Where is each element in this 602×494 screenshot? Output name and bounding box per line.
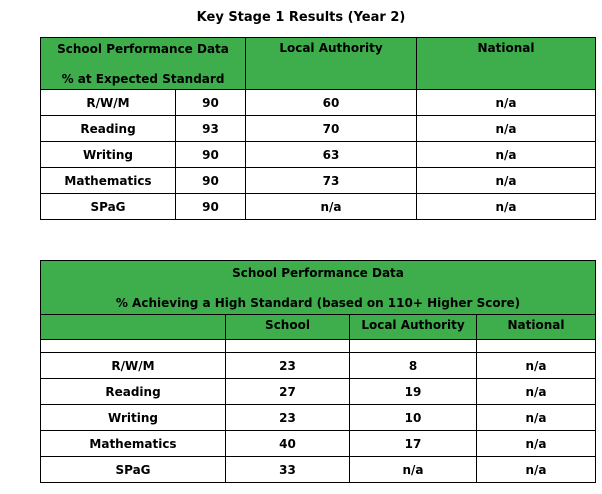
local-authority-value-cell: n/a [350, 457, 477, 483]
spacer-cell [226, 340, 350, 353]
school-performance-header [41, 38, 246, 90]
school-value-cell: 40 [226, 431, 350, 457]
empty-header-cell [41, 315, 226, 340]
national-column-header: National [477, 315, 596, 340]
school-value-cell: 23 [226, 353, 350, 379]
table-header-row [41, 38, 596, 90]
spacer-row [41, 340, 596, 353]
national-value-cell: n/a [477, 457, 596, 483]
local-authority-value-cell: 8 [350, 353, 477, 379]
subject-cell: SPaG [41, 194, 176, 220]
high-standard-table [40, 260, 596, 483]
header-line-2: % at Expected Standard [61, 71, 225, 86]
school-value-cell: 90 [176, 142, 246, 168]
school-column-header: School [226, 315, 350, 340]
subject-cell: SPaG [41, 457, 226, 483]
table-row [41, 194, 596, 220]
spacer-cell [350, 340, 477, 353]
local-authority-value-cell: n/a [246, 194, 417, 220]
table-row [41, 457, 596, 483]
table-row [41, 90, 596, 116]
national-value-cell: n/a [417, 168, 596, 194]
national-header: National [417, 38, 596, 90]
school-value-cell: 90 [176, 194, 246, 220]
local-authority-value-cell: 17 [350, 431, 477, 457]
spacer-cell [41, 340, 226, 353]
page-title: Key Stage 1 Results (Year 2) [196, 10, 406, 25]
table-row [41, 168, 596, 194]
header-line-1: School Performance Data [232, 265, 404, 280]
national-value-cell: n/a [417, 142, 596, 168]
header-line-1: School Performance Data [57, 41, 229, 56]
local-authority-value-cell: 73 [246, 168, 417, 194]
table-row [41, 405, 596, 431]
school-value-cell: 90 [176, 90, 246, 116]
expected-standard-table [40, 37, 596, 220]
local-authority-value-cell: 63 [246, 142, 417, 168]
local-authority-value-cell: 70 [246, 116, 417, 142]
table-row [41, 142, 596, 168]
table-row [41, 431, 596, 457]
national-value-cell: n/a [477, 405, 596, 431]
subject-cell: Reading [41, 379, 226, 405]
subject-cell: Reading [41, 116, 176, 142]
national-value-cell: n/a [477, 353, 596, 379]
school-value-cell: 23 [226, 405, 350, 431]
subject-cell: Mathematics [41, 431, 226, 457]
national-value-cell: n/a [417, 194, 596, 220]
subject-cell: Writing [41, 142, 176, 168]
national-value-cell: n/a [477, 431, 596, 457]
subject-cell: R/W/M [41, 90, 176, 116]
school-value-cell: 93 [176, 116, 246, 142]
subject-cell: Mathematics [41, 168, 176, 194]
subject-cell: R/W/M [41, 353, 226, 379]
subject-cell: Writing [41, 405, 226, 431]
school-value-cell: 90 [176, 168, 246, 194]
school-value-cell: 27 [226, 379, 350, 405]
spacer-cell [477, 340, 596, 353]
header-line-2: % Achieving a High Standard (based on 110+ Higher Score) [115, 295, 521, 310]
table-row [41, 353, 596, 379]
national-value-cell: n/a [417, 116, 596, 142]
local-authority-value-cell: 60 [246, 90, 417, 116]
school-performance-header [41, 261, 596, 315]
local-authority-value-cell: 19 [350, 379, 477, 405]
local-authority-header: Local Authority [246, 38, 417, 90]
table-header-row [41, 261, 596, 315]
table-row [41, 379, 596, 405]
national-value-cell: n/a [477, 379, 596, 405]
column-header-row [41, 315, 596, 340]
table-row [41, 116, 596, 142]
local-authority-column-header: Local Authority [350, 315, 477, 340]
local-authority-value-cell: 10 [350, 405, 477, 431]
school-value-cell: 33 [226, 457, 350, 483]
national-value-cell: n/a [417, 90, 596, 116]
